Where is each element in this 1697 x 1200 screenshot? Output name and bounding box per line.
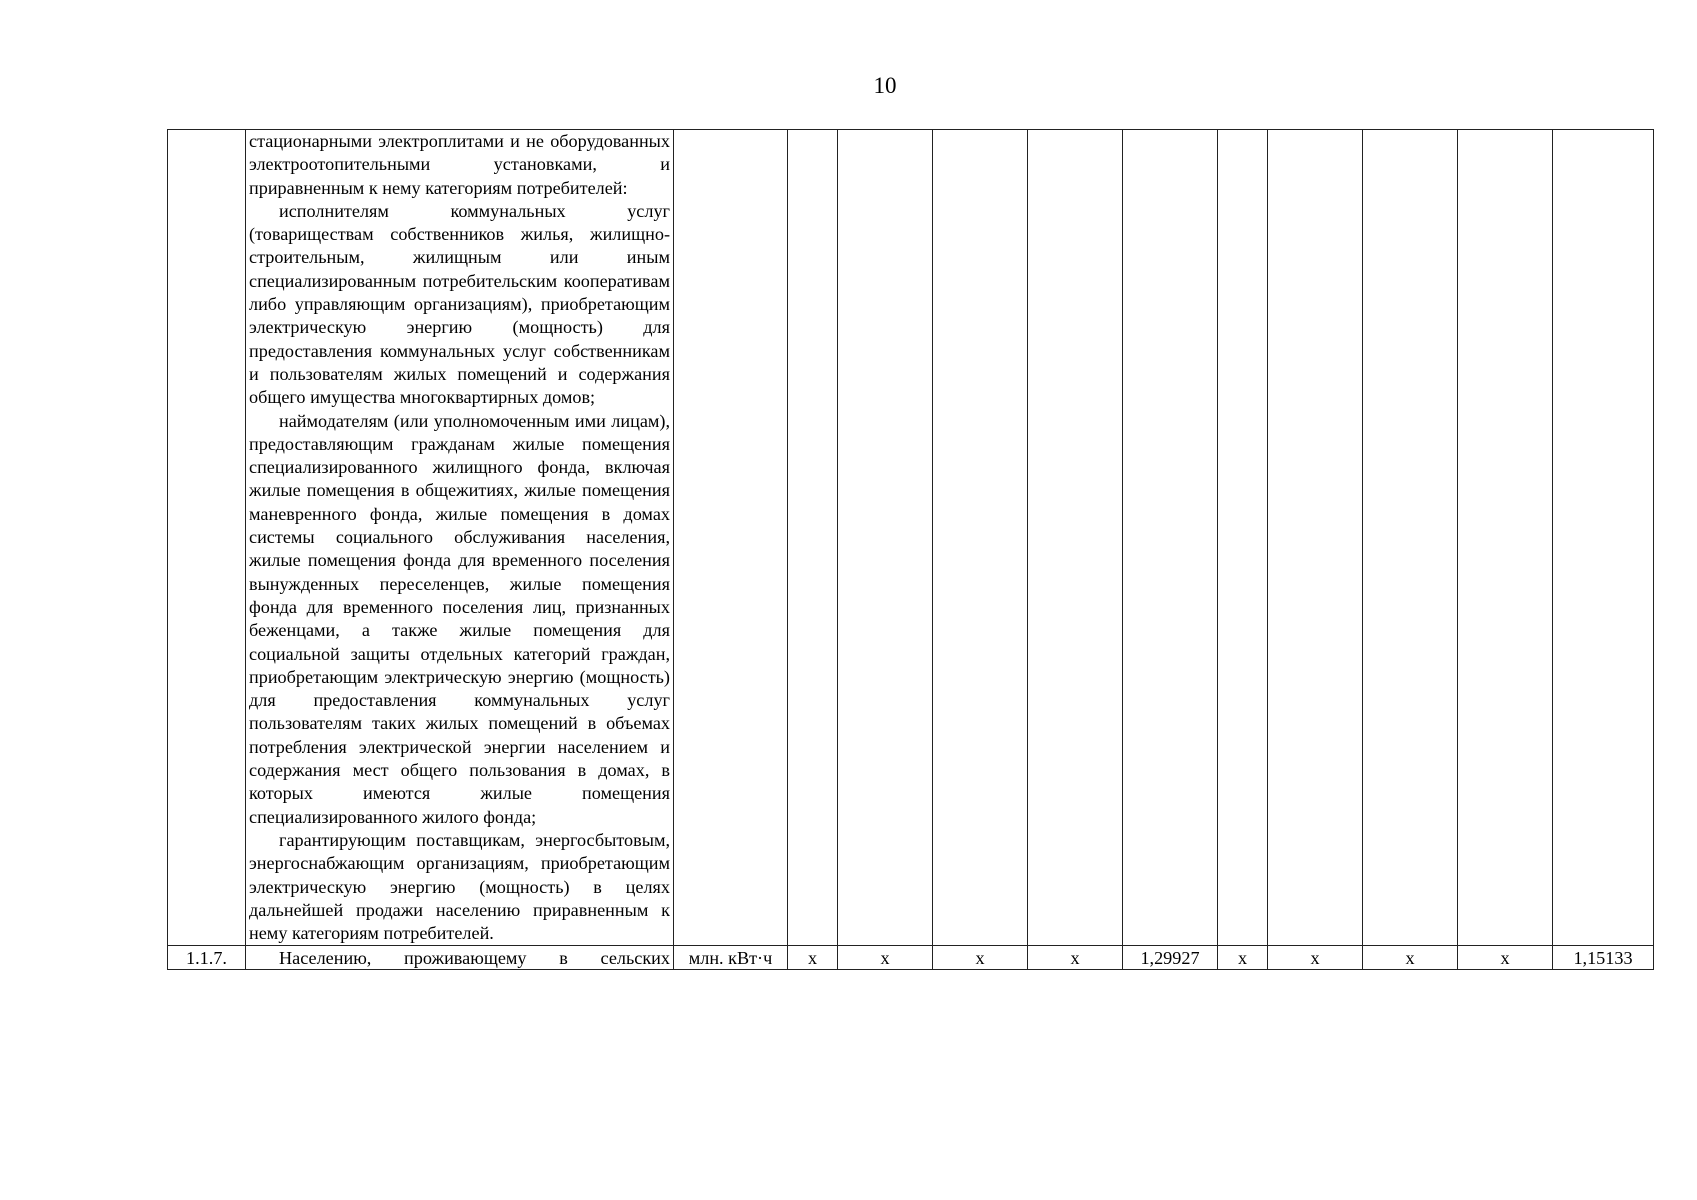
- description-paragraph: Населению, проживающему в сельских: [279, 947, 670, 968]
- value-cell: [1218, 130, 1268, 946]
- value-cell: х: [1268, 946, 1363, 970]
- value-cell: х: [788, 946, 838, 970]
- unit-cell: млн. кВт·ч: [674, 946, 788, 970]
- description-cell: [246, 130, 674, 946]
- value-cell: [1553, 130, 1654, 946]
- description-cell: [246, 946, 674, 970]
- value-cell: [1363, 130, 1458, 946]
- description-paragraph: гарантирующим поставщикам, энергосбытовым, энергоснабжающим организациям, приобретающим электрическую энергию (мощность) в целях дальнейшей продажи населению приравненным к нему категориям потребителей.: [249, 829, 670, 944]
- value-cell: [933, 130, 1028, 946]
- tariff-table: [167, 129, 1654, 970]
- value-cell: [1123, 130, 1218, 946]
- value-cell: х: [1363, 946, 1458, 970]
- value-cell: 1,29927: [1123, 946, 1218, 970]
- value-cell: [1028, 130, 1123, 946]
- value-cell: [1268, 130, 1363, 946]
- table-row-1-1-7: [168, 946, 1654, 970]
- row-number-cell: 1.1.7.: [168, 946, 246, 970]
- value-cell: х: [1458, 946, 1553, 970]
- description-paragraph: исполнителям коммунальных услуг (товариществам собственников жилья, жилищно-строительным, жилищным или иным специализированным потребительским кооперативам либо управляющим организациям), приобретающим электрическую энергию (мощность) для предоставления коммунальных услуг собственникам и пользователям жилых помещений и содержания общего имущества многоквартирных домов;: [249, 200, 670, 408]
- value-cell: х: [1218, 946, 1268, 970]
- row-number-cell: [168, 130, 246, 946]
- value-cell: х: [1028, 946, 1123, 970]
- value-cell: [788, 130, 838, 946]
- continuation-row: [168, 130, 1654, 946]
- value-cell: х: [838, 946, 933, 970]
- description-paragraph: наймодателям (или уполномоченным ими лицам), предоставляющим гражданам жилые помещения специализированного жилищного фонда, включая жилые помещения в общежитиях, жилые помещения маневренного фонда, жилые помещения в домах системы социального обслуживания населения, жилые помещения фонда для временного поселения вынужденных переселенцев, жилые помещения фонда для временного поселения лиц, признанных беженцами, а также жилые помещения для социальной защиты отдельных категорий граждан, приобретающим электрическую энергию (мощность) для предоставления коммунальных услуг пользователям таких жилых помещений в объемах потребления электрической энергии населением и содержания мест общего пользования в домах, в которых имеются жилые помещения специализированного жилого фонда;: [249, 410, 670, 827]
- value-cell: х: [933, 946, 1028, 970]
- unit-cell: [674, 130, 788, 946]
- value-cell: [1458, 130, 1553, 946]
- value-cell: 1,15133: [1553, 946, 1654, 970]
- description-paragraph: стационарными электроплитами и не оборудованных электроотопительными установками, и приравненным к нему категориям потребителей:: [249, 131, 670, 198]
- value-cell: [838, 130, 933, 946]
- page-number: 10: [873, 73, 897, 98]
